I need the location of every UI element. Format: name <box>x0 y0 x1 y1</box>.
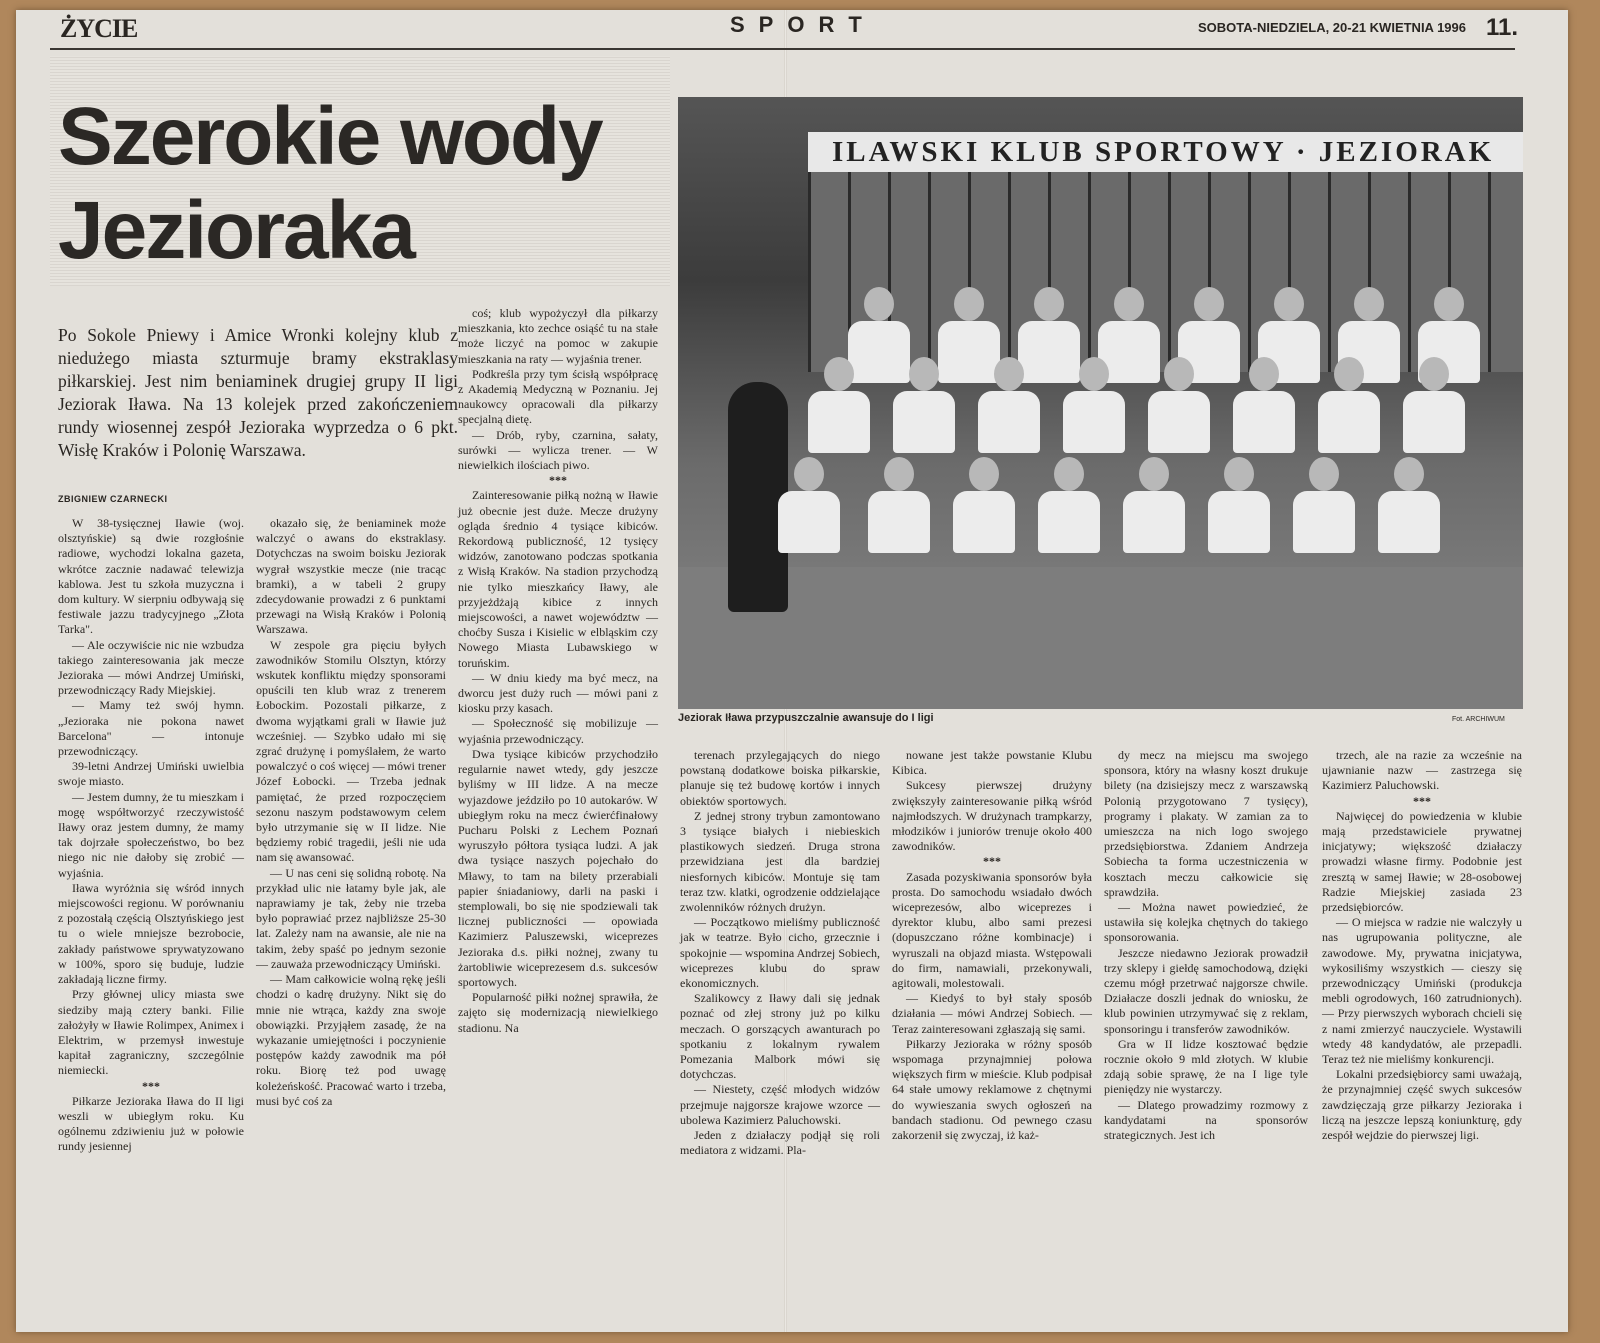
text-column-6 <box>1104 748 1308 1143</box>
sponsor-shirt <box>778 491 840 553</box>
headline-line-1: Szerokie wody <box>58 91 602 182</box>
sponsor-shirt <box>953 491 1015 553</box>
player-figure <box>1403 357 1465 453</box>
article-paragraph: — Społeczność się mobilizuje — wyjaśnia przewodniczący. <box>458 716 658 746</box>
article-paragraph: Jeden z działaczy podjął się roli mediatora z widzami. Pla- <box>680 1128 880 1158</box>
sponsor-shirt <box>1233 391 1295 453</box>
sponsor-shirt <box>1063 391 1125 453</box>
article-paragraph: Zasada pozyskiwania sponsorów była prosta. Do samochodu wsiadało dwóch wiceprezesów, albo wiceprezes i dyrektor klubu, albo sami prezesi (dopuszczano różne kombinacje) i wyruszali na objazd miasta. Wstępowali do firm, namawiali, przekonywali, agitowali, molestowali. <box>892 869 1092 991</box>
article-paragraph: Lokalni przedsiębiorcy sami uważają, że przynajmniej część swych sukcesów zawdzięczają grze piłkarzy Jezioraka i liczą na jeszcze lepszą koniunkturę, gdy zespół wejdzie do pierwszej ligi. <box>1322 1067 1522 1143</box>
player-head <box>969 457 999 491</box>
article-paragraph: coś; klub wypożyczył dla piłkarzy mieszkania, kto zechce osiąść tu na stałe może liczyć na pomoc w zakupie mieszkania na raty — wyjaśnia trener. <box>458 306 658 366</box>
article-paragraph: — Można nawet powiedzieć, że ustawiła się kolejka chętnych do takiego sponsorowania. <box>1104 900 1308 945</box>
article-paragraph: Jeszcze niedawno Jeziorak prowadził trzy sklepy i giełdę samochodową, dzięki czemu mógł przetrwać najgorsze chwile. Działacze doszli jednak do wniosku, że klub powinien utrzymywać się z reklam, sponsoringu i transferów zawodników. <box>1104 945 1308 1036</box>
player-figure <box>778 457 840 553</box>
sponsor-shirt <box>1293 491 1355 553</box>
player-figure <box>868 457 930 553</box>
sponsor-shirt <box>1038 491 1100 553</box>
player-figure <box>1233 357 1295 453</box>
article-paragraph: — Mam całkowicie wolną rękę jeśli chodzi o kadrę drużyny. Nikt się do mnie nie wtrąca, każdy zna swoje obowiązki. Przyjąłem zasadę, że na wykazanie umiejętności i poczynienie postępów każdy zawodnik ma pół roku. Biorę też pod uwagę koleżeńskość. Pracować warto i trzeba, musi być coś za <box>256 972 446 1108</box>
author-byline: ZBIGNIEW CZARNECKI <box>58 494 168 504</box>
section-separator: *** <box>142 1078 160 1093</box>
article-paragraph: — Mamy też swój hymn. „Jezioraka nie pokona nawet Barcelona" — intonuje przewodniczący. <box>58 698 244 759</box>
article-paragraph: Zainteresowanie piłką nożną w Iławie już obecnie jest duże. Mecze drużyny ogląda średnio 4 tysiące kibiców. Rekordową publiczność, 12 tysięcy widzów, zanotowano podczas spotkania z Wisłą Kraków. Na stadion przychodzą nie tylko mieszkańcy Iławy, ale przyjeżdżają kibice z innych miejscowości, a nawet województw — choćby Susza i Kisielic w elbląskim czy Nowego Miasta Lubawskiego w toruńskim. <box>458 488 658 670</box>
header-rule <box>50 48 1515 50</box>
article-paragraph: nowane jest także powstanie Klubu Kibica. <box>892 748 1092 778</box>
photo-credit: Fot. ARCHIWUM <box>1452 716 1505 723</box>
sponsor-shirt <box>1208 491 1270 553</box>
page-number: 11. <box>1486 14 1519 41</box>
text-column-4 <box>680 748 880 1158</box>
article-paragraph: — Jestem dumny, że tu mieszkam i mogę współtworzyć rzeczywistość Iławy oraz jestem dumny, że mamy tak dojrzałe społeczeństwo, bo bez niego nic nie dałoby się zrobić — wyjaśnia. <box>58 789 244 880</box>
player-head <box>794 457 824 491</box>
text-column-1 <box>58 516 244 1155</box>
article-paragraph: okazało się, że beniaminek może walczyć o awans do ekstraklasy. Dotychczas na swoim boisku Jeziorak wygrał wszystkie mecze (nie tracąc bramki), a w tabeli 2 grupy zdecydowanie prowadzi z 6 punktami przewagi na Wisłą Kraków i Polonią Warszawa. <box>256 516 446 637</box>
photo-caption: Jeziorak Iława przypuszczalnie awansuje do I ligi <box>678 712 934 724</box>
pitch <box>678 567 1523 709</box>
stadium-stand <box>808 172 1523 372</box>
article-paragraph: — Niestety, część młodych widzów przejmuje najgorsze krajowe wzorce — ubolewa Kazimierz Paluchowski. <box>680 1082 880 1127</box>
sponsor-shirt <box>868 491 930 553</box>
player-head <box>1419 357 1449 391</box>
player-head <box>1224 457 1254 491</box>
article-paragraph: Piłkarze Jezioraka Iława do II ligi weszli w ubiegłym roku. Ku ogólnemu zdziwieniu już w połowie rundy jesiennej <box>58 1093 244 1154</box>
player-head <box>1139 457 1169 491</box>
sponsor-shirt <box>808 391 870 453</box>
sponsor-shirt <box>1148 391 1210 453</box>
headline-line-2: Jezioraka <box>58 185 414 276</box>
sponsor-shirt <box>1403 391 1465 453</box>
article-paragraph: Przy głównej ulicy miasta swe siedziby mają cztery banki. Filie założyły w Iławie Rolimpex, Animex i Elektrim, w przemysł inwestuje kapitał zagraniczny, szczególnie niemiecki. <box>58 987 244 1078</box>
team-photo <box>678 97 1523 709</box>
article-paragraph: Z jednej strony trybun zamontowano 3 tysiące białych i niebieskich plastikowych siedzeń. Druga strona przewidziana jest dla bardziej niesfornych kibiców. Montuje się tam teraz tzw. klatki, ogrodzenie oddzielające zwolenników różnych drużyn. <box>680 808 880 915</box>
player-figure <box>1063 357 1125 453</box>
player-head <box>1394 457 1424 491</box>
player-head <box>1114 287 1144 321</box>
masthead: ŻYCIE <box>60 14 138 43</box>
player-figure <box>1293 457 1355 553</box>
player-figure <box>1123 457 1185 553</box>
article-paragraph: Sukcesy pierwszej drużyny zwiększyły zainteresowanie piłką wśród najmłodszych. W drużynach trampkarzy, młodzików i juniorów trenuje około 400 zawodników. <box>892 778 1092 854</box>
article-paragraph: — Dlatego prowadzimy rozmowy z kandydatami na sponsorów strategicznych. Jest ich <box>1104 1097 1308 1143</box>
player-figure <box>1038 457 1100 553</box>
article-paragraph: Piłkarzy Jezioraka w różny sposób wspomaga przynajmniej połowa większych firm w mieście. Klub podpisał 64 stałe umowy reklamowe z chętnymi do wywieszania swych ogłoszeń na bandach stadionu. Od pewnego czasu zakorzenił się zwyczaj, iż każ- <box>892 1036 1092 1143</box>
player-head <box>1274 287 1304 321</box>
player-figure <box>893 357 955 453</box>
article-paragraph: — Kiedyś to był stały sposób działania — mówi Andrzej Sobiech. — Teraz zainteresowani zgłaszają się sami. <box>892 991 1092 1036</box>
article-paragraph: terenach przylegających do niego powstaną dodatkowe boiska piłkarskie, planuje się też budowę kortów i innych obiektów sportowych. <box>680 748 880 808</box>
player-head <box>1334 357 1364 391</box>
article-paragraph: Dwa tysiące kibiców przychodziło regularnie nawet wtedy, gdy jeszcze byliśmy w III lidze. A na mecze wyjazdowe jeździło po 10 autokarów. W ubiegłym roku na mecz ćwierćfinałowy Pucharu Polski z Lechem Poznań wyruszyło półtora tysiąca ludzi. A jak dwa tysiące naszych pojechało do Mławy, to tam na bilety przerabiali papier śniadaniowy, darli na paski i stemplowali, bo się nie spodziewali tak licznej publiczności — opowiada Kazimierz Paluszewski, wiceprezes Jezioraka d.s. piłki nożnej, zwany tu żartobliwie wiceprezesem d.s. sukcesów sportowych. <box>458 746 658 989</box>
article-paragraph: dy mecz na miejscu ma swojego sponsora, który na własny koszt drukuje bilety (na dzisiejszy mecz z warszawską Polonią przygotowano 7 tysięcy), programy i plakaty. W zamian za to umieszcza na nich logo swojego przedsiębiorstwa. Zdaniem Andrzeja Sobiecha ta forma uczestniczenia w kosztach meczu całkowicie się sprawdziła. <box>1104 748 1308 899</box>
player-head <box>1194 287 1224 321</box>
player-head <box>1079 357 1109 391</box>
player-head <box>1054 457 1084 491</box>
text-column-3 <box>458 306 658 1036</box>
article-paragraph: — Ale oczywiście nic nie wzbudza takiego zainteresowania jak mecze Jezioraka — mówi Andrzej Umiński, przewodniczący Rady Miejskiej. <box>58 637 244 698</box>
section-separator: *** <box>1413 793 1431 808</box>
article-paragraph: — O miejsca w radzie nie walczyły u nas ugrupowania polityczne, ale zawodowe. My, prywatna inicjatywa, wykosiliśmy wszystkich — cieszy się przewodniczący Umiński (produkcja mebli ogrodowych, 160 zatrudnionych). — Przy pierwszych wyborach chcieli się z nami zmierzyć nauczyciele. Wystawili wtedy 48 kandydatów, ale przepadli. Teraz też nie mieliśmy konkurencji. <box>1322 915 1522 1067</box>
headline <box>58 90 668 278</box>
player-head <box>1249 357 1279 391</box>
player-head <box>1354 287 1384 321</box>
player-figure <box>953 457 1015 553</box>
club-banner: ILAWSKI KLUB SPORTOWY · JEZIORAK <box>808 132 1523 172</box>
player-head <box>954 287 984 321</box>
sponsor-shirt <box>1378 491 1440 553</box>
article-paragraph: — Początkowo mieliśmy publiczność jak w teatrze. Było cicho, grzecznie i spokojnie — wspomina Andrzej Sobiech, wiceprezes klubu do spraw ekonomicznych. <box>680 915 880 991</box>
lead-paragraph: Po Sokole Pniewy i Amice Wronki kolejny klub z niedużego miasta szturmuje bramy ekstraklasy piłkarskiej. Jest nim beniaminek drugiej grupy II ligi Jeziorak Iława. Na 13 kolejek przed zakończeniem rundy wiosennej zespół Jezioraka wyprzedza o 6 pkt. Wisłę Kraków i Polonię Warszawa. <box>58 325 458 460</box>
article-paragraph: trzech, ale na razie za wcześnie na ujawnianie nazw — zastrzega się Kazimierz Paluchowski. <box>1322 748 1522 793</box>
sponsor-shirt <box>893 391 955 453</box>
article-paragraph: Gra w II lidze kosztować będzie rocznie około 9 mld złotych. W klubie zdają sobie sprawę, że na I lige tyle pieniędzy nie wystarczy. <box>1104 1036 1308 1097</box>
article-paragraph: Iława wyróżnia się wśród innych miejscowości regionu. W porównaniu z pozostałą częścią Olsztyńskiego jest tu o wiele mniejsze bezrobocie, zakłady państwowe sprywatyzowano w 100%, sporo się buduje, ludzie zakładają liczne firmy. <box>58 880 244 987</box>
player-figure <box>978 357 1040 453</box>
sponsor-shirt <box>1123 491 1185 553</box>
player-head <box>1164 357 1194 391</box>
player-head <box>864 287 894 321</box>
article-paragraph: 39-letni Andrzej Umiński uwielbia swoje miasto. <box>58 759 244 789</box>
player-head <box>824 357 854 391</box>
article-paragraph: Najwięcej do powiedzenia w klubie mają przedstawiciele prywatnej inicjatywy; większość działaczy prowadzi własne firmy. Podobnie jest zresztą w samej Iławie; w 28-osobowej Radzie Miejskiej zasiada 23 przedsiębiorców. <box>1322 808 1522 915</box>
player-head <box>1034 287 1064 321</box>
player-figure <box>808 357 870 453</box>
article-paragraph: — Drób, ryby, czarnina, sałaty, surówki — wylicza trener. — W niewielkich ilościach piwo. <box>458 427 658 473</box>
article-paragraph: W zespole gra pięciu byłych zawodników Stomilu Olsztyn, którzy wskutek konfliktu między sponsorami opuścili ten klub wraz z trenerem Łobockim. Pozostali piłkarze, z dwoma wyjątkami grali w Iławie już wcześniej. — Szybko udało mi się zgrać drużynę i pomyślałem, że warto powalczyć o coś więcej — mówi trener Józef Łobocki. — Trzeba jednak pamiętać, że przed rozpoczęciem sezonu naszym podstawowym celem było utrzymanie się w II lidze. Nie będziemy robić tragedii, jeśli nie uda nam się awansować. <box>256 637 446 865</box>
article-paragraph: Szalikowcy z Iławy dali się jednak poznać od złej strony już po kilku meczach. O gorszących awanturach po spotkaniu z lokalnym rywalem Pomezania Malbork mówi się dotychczas. <box>680 991 880 1082</box>
article-paragraph: — W dniu kiedy ma być mecz, na dworcu jest duży ruch — mówi pani z kiosku przy kasach. <box>458 670 658 716</box>
player-figure <box>1318 357 1380 453</box>
player-head <box>994 357 1024 391</box>
sponsor-shirt <box>1318 391 1380 453</box>
issue-date: SOBOTA-NIEDZIELA, 20-21 KWIETNIA 1996 <box>1198 20 1466 35</box>
player-figure <box>1208 457 1270 553</box>
text-column-7 <box>1322 748 1522 1143</box>
text-column-2 <box>256 516 446 1109</box>
article-paragraph: Popularność piłki nożnej sprawiła, że zajęto się modernizacją niewielkiego stadionu. Na <box>458 990 658 1035</box>
section-title: SPORT <box>730 12 876 37</box>
section-separator: *** <box>983 854 1001 869</box>
player-figure <box>1378 457 1440 553</box>
sponsor-shirt <box>978 391 1040 453</box>
article-paragraph: Podkreśla przy tym ścisłą współpracę z Akademią Medyczną w Poznaniu. Jej naukowcy opracowali dla piłkarzy specjalną dietę. <box>458 366 658 427</box>
player-head <box>884 457 914 491</box>
player-figure <box>1148 357 1210 453</box>
section-separator: *** <box>549 473 567 488</box>
article-paragraph: W 38-tysięcznej Iławie (woj. olsztyńskie) są dwie rozgłośnie radiowe, wychodzi lokalna gazeta, wkrótce zacznie nadawać telewizja kablowa. Jest tu szkoła muzyczna i dom kultury. W sierpniu odbywają się festiwale jazzu tradycyjnego „Złota Tarka". <box>58 516 244 637</box>
player-head <box>909 357 939 391</box>
player-head <box>1309 457 1339 491</box>
text-column-5 <box>892 748 1092 1143</box>
article-paragraph: — U nas ceni się solidną robotę. Na przykład ulic nie łatamy byle jak, ale naprawiamy je tak, żeby nie trzeba było poprawiać przez najbliższe 25-30 lat. Zależy nam na awansie, ale nie na takim, żeby spaść po jednym sezonie — zauważa przewodniczący Umiński. <box>256 865 446 971</box>
player-head <box>1434 287 1464 321</box>
